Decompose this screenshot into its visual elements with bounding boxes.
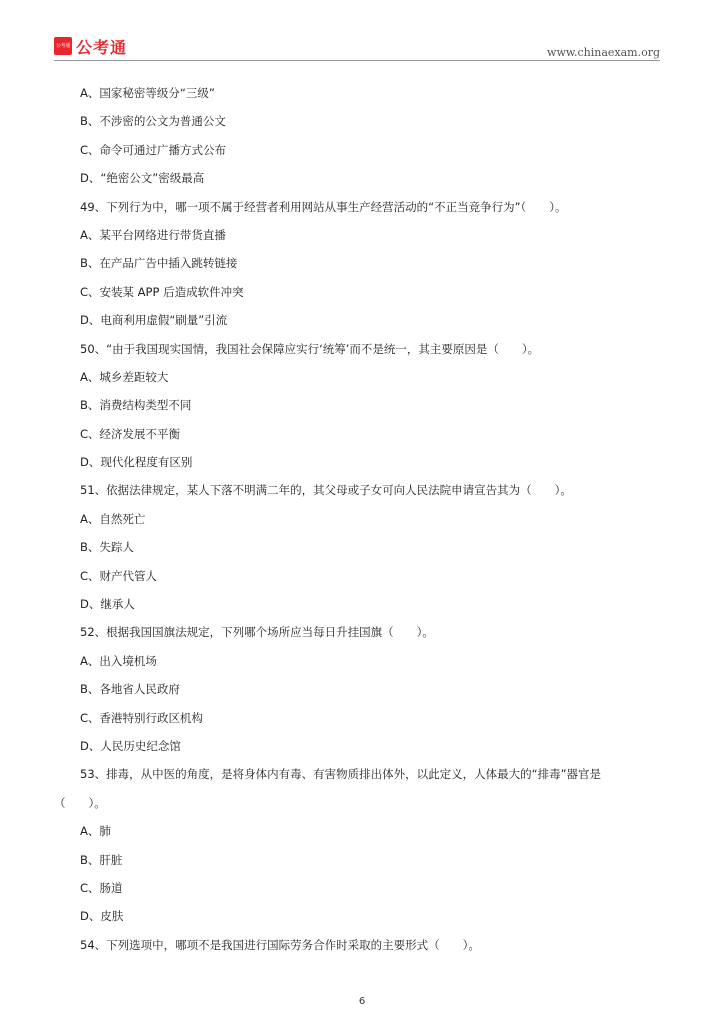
answer-option: D、人民历史纪念馆 [80,738,181,753]
question-text: 54、下列选项中，哪项不是我国进行国际劳务合作时采取的主要形式（ ）。 [80,937,480,952]
question-text: 50、“由于我国现实国情，我国社会保障应实行‘统筹’而不是统一，其主要原因是（ ）。 [80,341,540,356]
answer-option: D、皮肤 [80,909,124,924]
document-body [54,79,670,959]
answer-option: B、在产品广告中插入跳转链接 [80,256,238,271]
answer-option: B、失踪人 [80,540,134,555]
page-number: 6 [358,996,366,1007]
answer-option: A、自然死亡 [80,511,146,526]
answer-option: D、继承人 [80,597,135,612]
answer-option: B、不涉密的公文为普通公文 [80,114,226,129]
answer-option: D、电商利用虚假“刷量”引流 [80,313,228,328]
question-text: 53、排毒，从中医的角度，是将身体内有毒、有害物质排出体外，以此定义，人体最大的“排毒”器官是 [80,767,602,782]
answer-option: C、经济发展不平衡 [80,426,181,441]
logo-badge-icon: 公考通 [54,37,72,55]
site-url: www.chinaexam.org [547,46,660,59]
answer-option: A、某平台网络进行带货直播 [80,227,226,242]
answer-option: C、安装某 APP 后造成软件冲突 [80,284,244,299]
answer-option: C、肠道 [80,880,123,895]
answer-option: C、命令可通过广播方式公布 [80,142,227,157]
question-text: 52、根据我国国旗法规定，下列哪个场所应当每日升挂国旗（ ）。 [80,625,434,640]
question-text: 51、依据法律规定，某人下落不明满二年的，其父母或子女可向人民法院申请宣告其为（ ）。 [80,483,572,498]
answer-option: D、“绝密公文”密级最高 [80,171,205,186]
question-text: 49、下列行为中，哪一项不属于经营者利用网站从事生产经营活动的“不正当竞争行为”（ ）。 [80,199,567,214]
header-divider [54,60,660,61]
answer-option: B、肝脏 [80,852,123,867]
page-header [0,0,724,62]
question-text: （ ）。 [54,795,106,810]
answer-option: D、现代化程度有区别 [80,455,193,470]
answer-option: B、消费结构类型不同 [80,398,192,413]
logo [54,36,127,56]
answer-option: A、城乡差距较大 [80,369,169,384]
answer-option: C、香港特别行政区机构 [80,710,204,725]
logo-text: 公考通 [76,37,128,57]
answer-option: A、出入境机场 [80,653,157,668]
answer-option: A、肺 [80,824,111,839]
answer-option: B、各地省人民政府 [80,682,180,697]
answer-option: A、国家秘密等级分“三级” [80,86,215,100]
answer-option: C、财产代管人 [80,568,158,583]
